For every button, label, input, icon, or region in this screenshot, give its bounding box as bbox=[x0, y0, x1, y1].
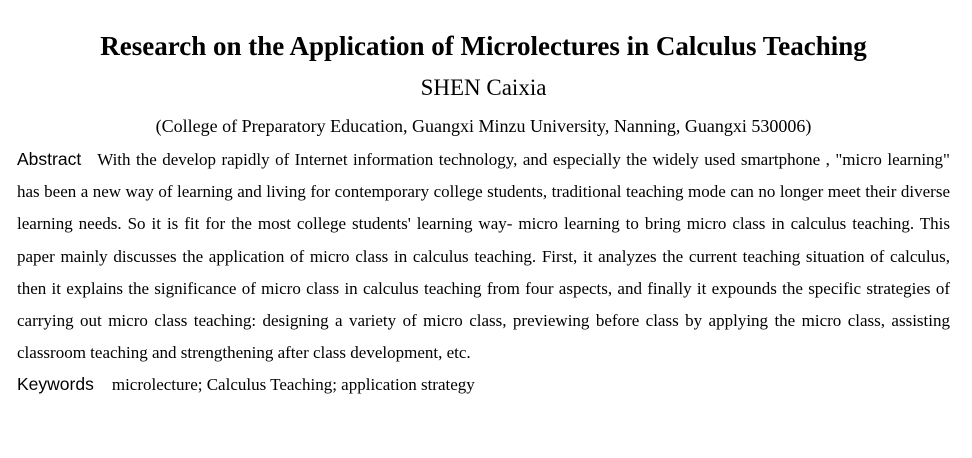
abstract-text: With the develop rapidly of Internet information technology, and especially the widely used smartphone , "micro learning" has been a new way of learning and living for contemporary college students, traditional teaching mode can no longer meet their diverse learning needs. So it is fit for the most college students' learning way- micro learning to bring micro class in calculus teaching. This paper mainly discusses the application of micro class in calculus teaching. First, it analyzes the current teaching situation of calculus, then it explains the significance of micro class in calculus teaching from four aspects, and finally it expounds the specific strategies of carrying out micro class teaching: designing a variety of micro class, previewing before class by applying the micro class, assisting classroom teaching and strengthening after class development, etc. bbox=[17, 150, 950, 363]
abstract-section bbox=[17, 143, 950, 369]
keywords-label: Keywords bbox=[17, 374, 94, 395]
paper-title: Research on the Application of Microlectures in Calculus Teaching bbox=[100, 31, 867, 61]
paper-header bbox=[17, 28, 950, 398]
abstract-label: Abstract bbox=[17, 149, 82, 169]
paper-affiliation: (College of Preparatory Education, Guangxi Minzu University, Nanning, Guangxi 530006) bbox=[155, 116, 812, 136]
keywords-text: microlecture; Calculus Teaching; application strategy bbox=[111, 375, 475, 395]
keywords-section bbox=[17, 371, 950, 398]
paper-author: SHEN Caixia bbox=[420, 75, 547, 100]
